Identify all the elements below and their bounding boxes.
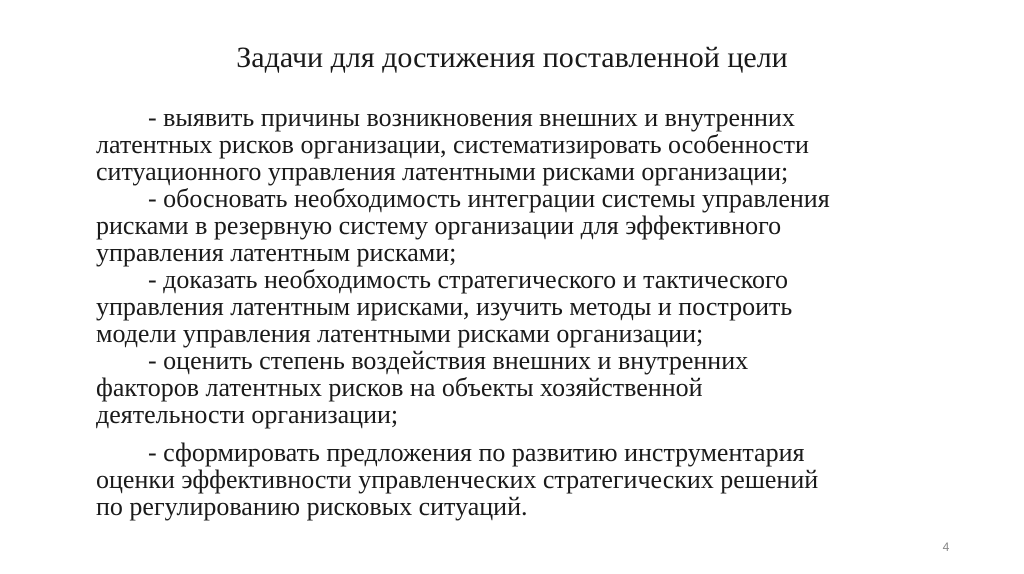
task-item-5: - сформировать предложения по развитию инструментария оценки эффективности управленческих стратегических решений по регулированию рисковых ситуаций. xyxy=(96,438,819,521)
page-number: 4 xyxy=(942,540,950,554)
task-item-3: - доказать необходимость стратегического и тактического управления латентным ирисками, изучить методы и построить модели управления латентными рисками организации; xyxy=(96,265,793,348)
task-list xyxy=(96,104,956,520)
slide-title: Задачи для достижения поставленной цели xyxy=(236,41,788,74)
task-item-4: - оценить степень воздействия внешних и внутренних факторов латентных рисков на объекты хозяйственной деятельности организации; xyxy=(96,346,749,429)
task-item-2: - обосновать необходимость интеграции системы управления рисками в резервную систему организации для эффективного управления латентным рисками; xyxy=(96,184,830,267)
task-item-1: - выявить причины возникновения внешних и внутренних латентных рисков организации, систематизировать особенности ситуационного управления латентными рисками организации; xyxy=(96,103,809,186)
